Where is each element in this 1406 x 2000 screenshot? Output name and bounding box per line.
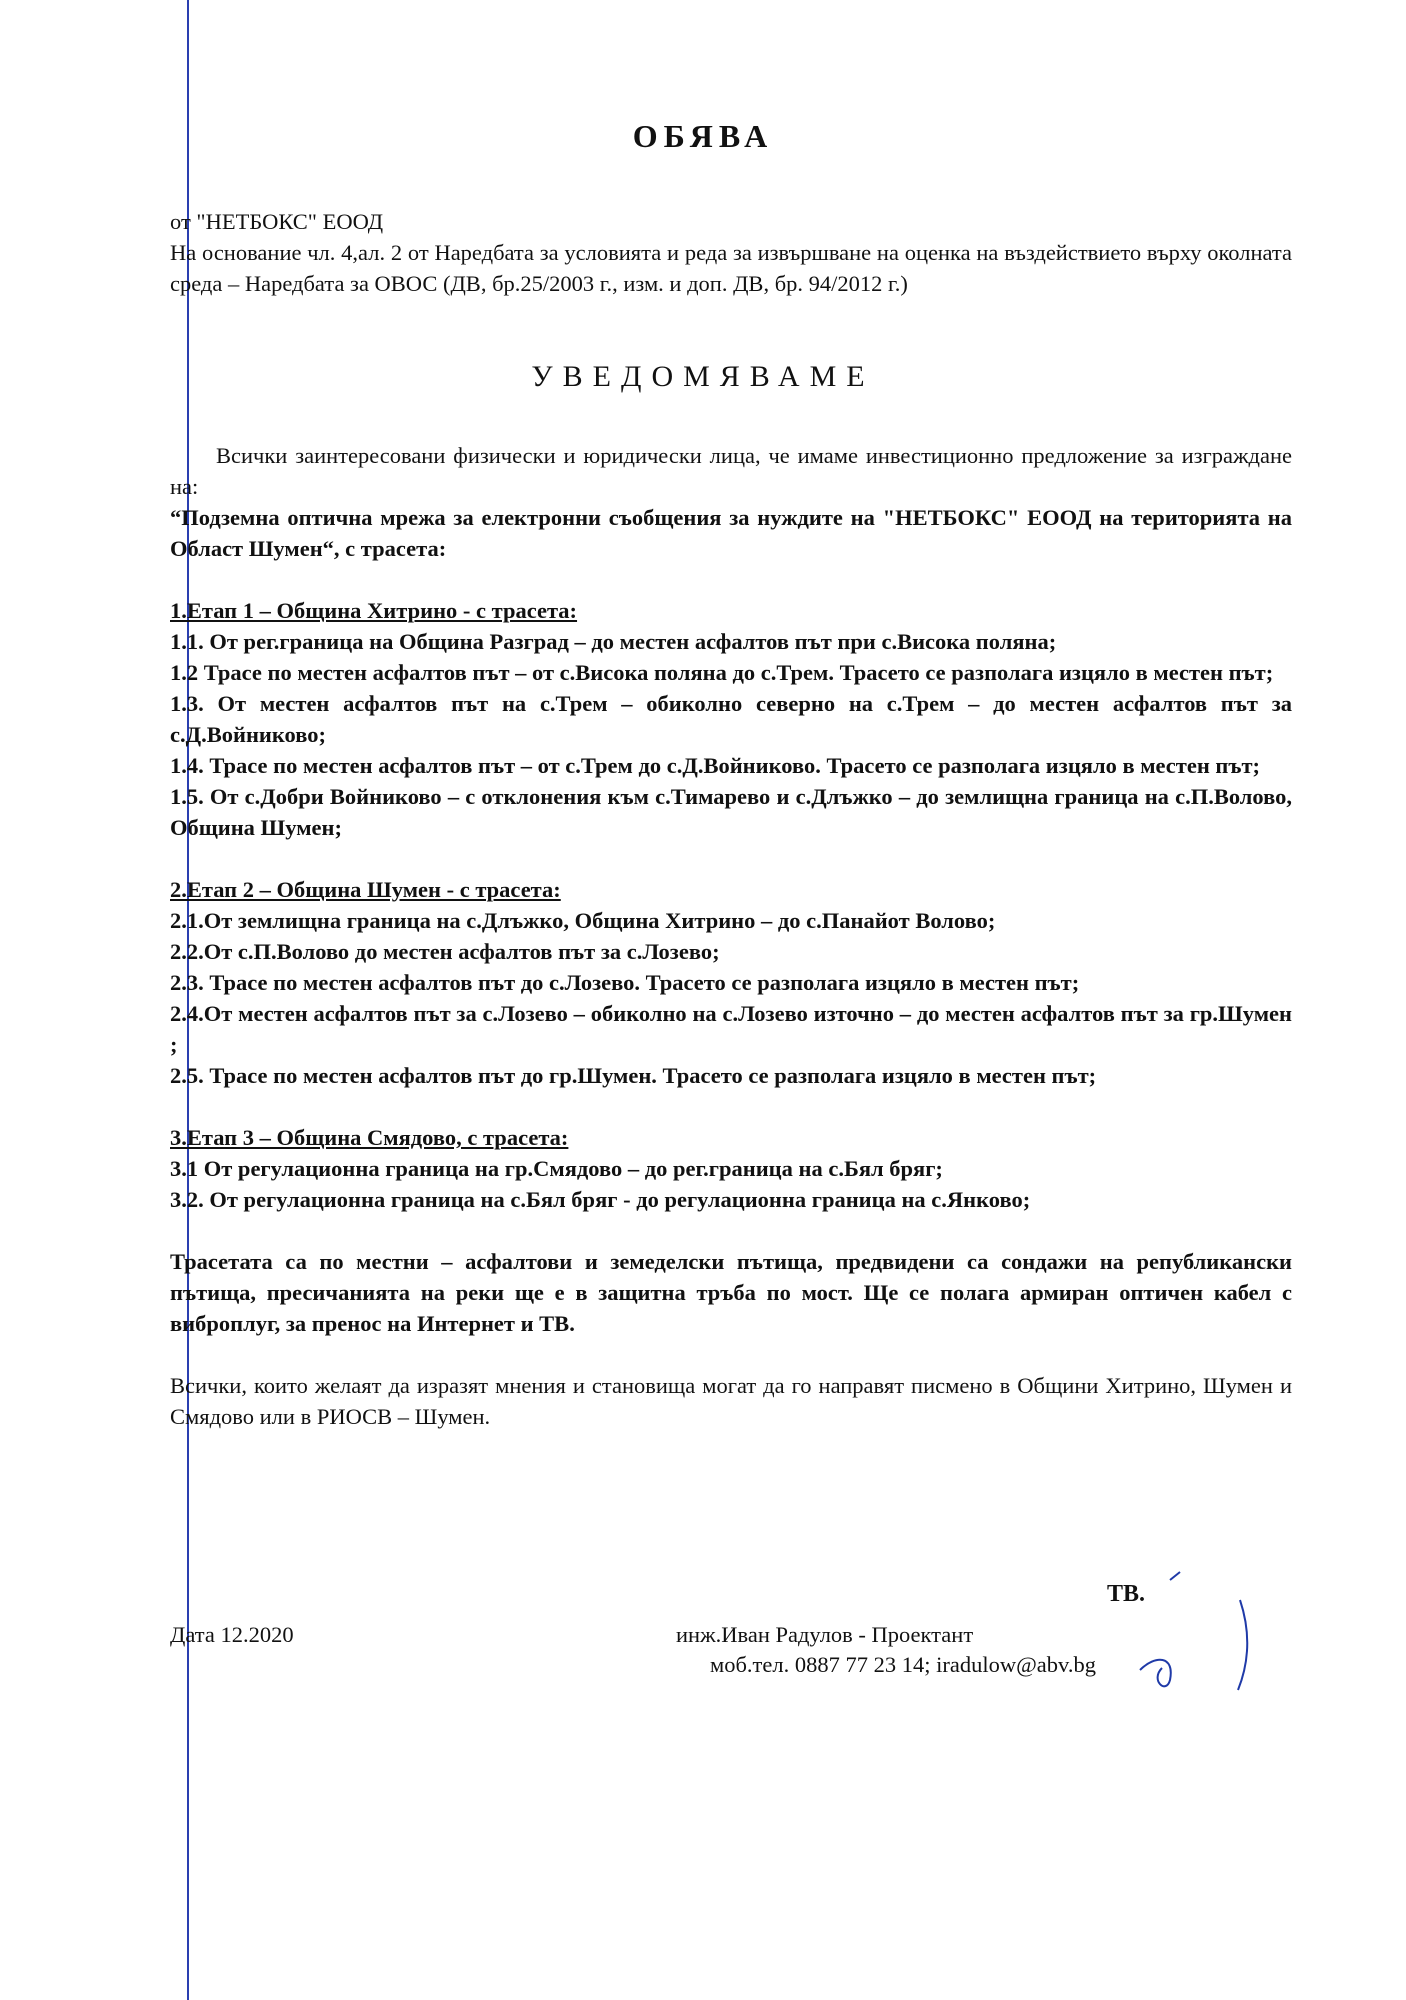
stage-1	[170, 595, 1292, 843]
closing-text: Всички, които желаят да изразят мнения и становища могат да го направят писмено в Общини Хитрино, Шумен и Смядово или в РИОСВ – Шумен.	[170, 1373, 1292, 1429]
stage-2	[170, 874, 1292, 1091]
contact-info: моб.тел. 0887 77 23 14; iradulow@abv.bg	[710, 1652, 1096, 1677]
stage-item: 2.5. Трасе по местен асфалтов път до гр.Шумен. Трасето се разполага изцяло в местен път;	[170, 1063, 1097, 1088]
stage-item: 2.1.От землищна граница на с.Длъжко, Община Хитрино – до с.Панайот Волово;	[170, 908, 996, 933]
from-line: от "НЕТБОКС" ЕООД	[170, 209, 384, 234]
legal-basis: На основание чл. 4,ал. 2 от Наредбата за условията и реда за извършване на оценка на въздействието върху околната среда – Наредбата за ОВОС (ДВ, бр.25/2003 г., изм. и доп. ДВ, бр. 94/2012 г.)	[170, 240, 1292, 296]
signature-initials: ТВ.	[1107, 1581, 1146, 1607]
stage-item: 1.2 Трасе по местен асфалтов път – от с.Висока поляна до с.Трем. Трасето се разполага изцяло в местен път;	[170, 660, 1274, 685]
stage-item: 2.2.От с.П.Волово до местен асфалтов път за с.Лозево;	[170, 939, 720, 964]
stage-item: 1.4. Трасе по местен асфалтов път – от с.Трем до с.Д.Войниково. Трасето се разполага изцяло в местен път;	[170, 753, 1261, 778]
stage-3	[170, 1122, 1292, 1215]
stage-item: 2.3. Трасе по местен асфалтов път до с.Лозево. Трасето се разполага изцяло в местен път;	[170, 970, 1080, 995]
main-content	[170, 440, 1292, 1432]
project-title: “Подземна оптична мрежа за електронни съобщения за нуждите на "НЕТБОКС" ЕООД на територията на Област Шумен“, с трасета:	[170, 505, 1292, 561]
signature-icon	[1100, 1560, 1260, 1710]
stage-heading: 2.Етап 2 – Община Шумен - с трасета:	[170, 877, 561, 902]
intro-text: Всички заинтересовани физически и юридически лица, че имаме инвестиционно предложение за изграждане на:	[170, 443, 1292, 499]
stage-heading: 1.Етап 1 – Община Хитрино - с трасета:	[170, 598, 578, 623]
stage-heading: 3.Етап 3 – Община Смядово, с трасета:	[170, 1125, 569, 1150]
stage-item: 3.2. От регулационна граница на с.Бял бряг - до регулационна граница на с.Янково;	[170, 1187, 1031, 1212]
signatory: инж.Иван Радулов - Проектант	[676, 1622, 974, 1647]
stage-item: 3.1 От регулационна граница на гр.Смядово – до рег.граница на с.Бял бряг;	[170, 1156, 943, 1181]
description-text: Трасетата са по местни – асфалтови и земеделски пътища, предвидени са сондажи на републикански пътища, пресичанията на реки ще е в защитна тръба по мост. Ще се полага армиран оптичен кабел с виброплуг, за пренос на Интернет и ТВ.	[170, 1249, 1292, 1336]
document-title: ОБЯВА	[632, 118, 774, 154]
stage-item: 1.1. От рег.граница на Община Разград – до местен асфалтов път при с.Висока поляна;	[170, 629, 1057, 654]
header-block	[170, 206, 1292, 299]
document-date: Дата 12.2020	[170, 1622, 294, 1647]
notice-heading: УВЕДОМЯВАМЕ	[531, 360, 875, 393]
stage-item: 2.4.От местен асфалтов път за с.Лозево – обиколно на с.Лозево източно – до местен асфалтов път за гр.Шумен ;	[170, 1001, 1292, 1057]
stage-item: 1.3. От местен асфалтов път на с.Трем – обиколно северно на с.Трем – до местен асфалтов път за с.Д.Войниково;	[170, 691, 1292, 747]
stage-item: 1.5. От с.Добри Войниково – с отклонения към с.Тимарево и с.Длъжко – до землищна граница на с.П.Волово, Община Шумен;	[170, 784, 1292, 840]
